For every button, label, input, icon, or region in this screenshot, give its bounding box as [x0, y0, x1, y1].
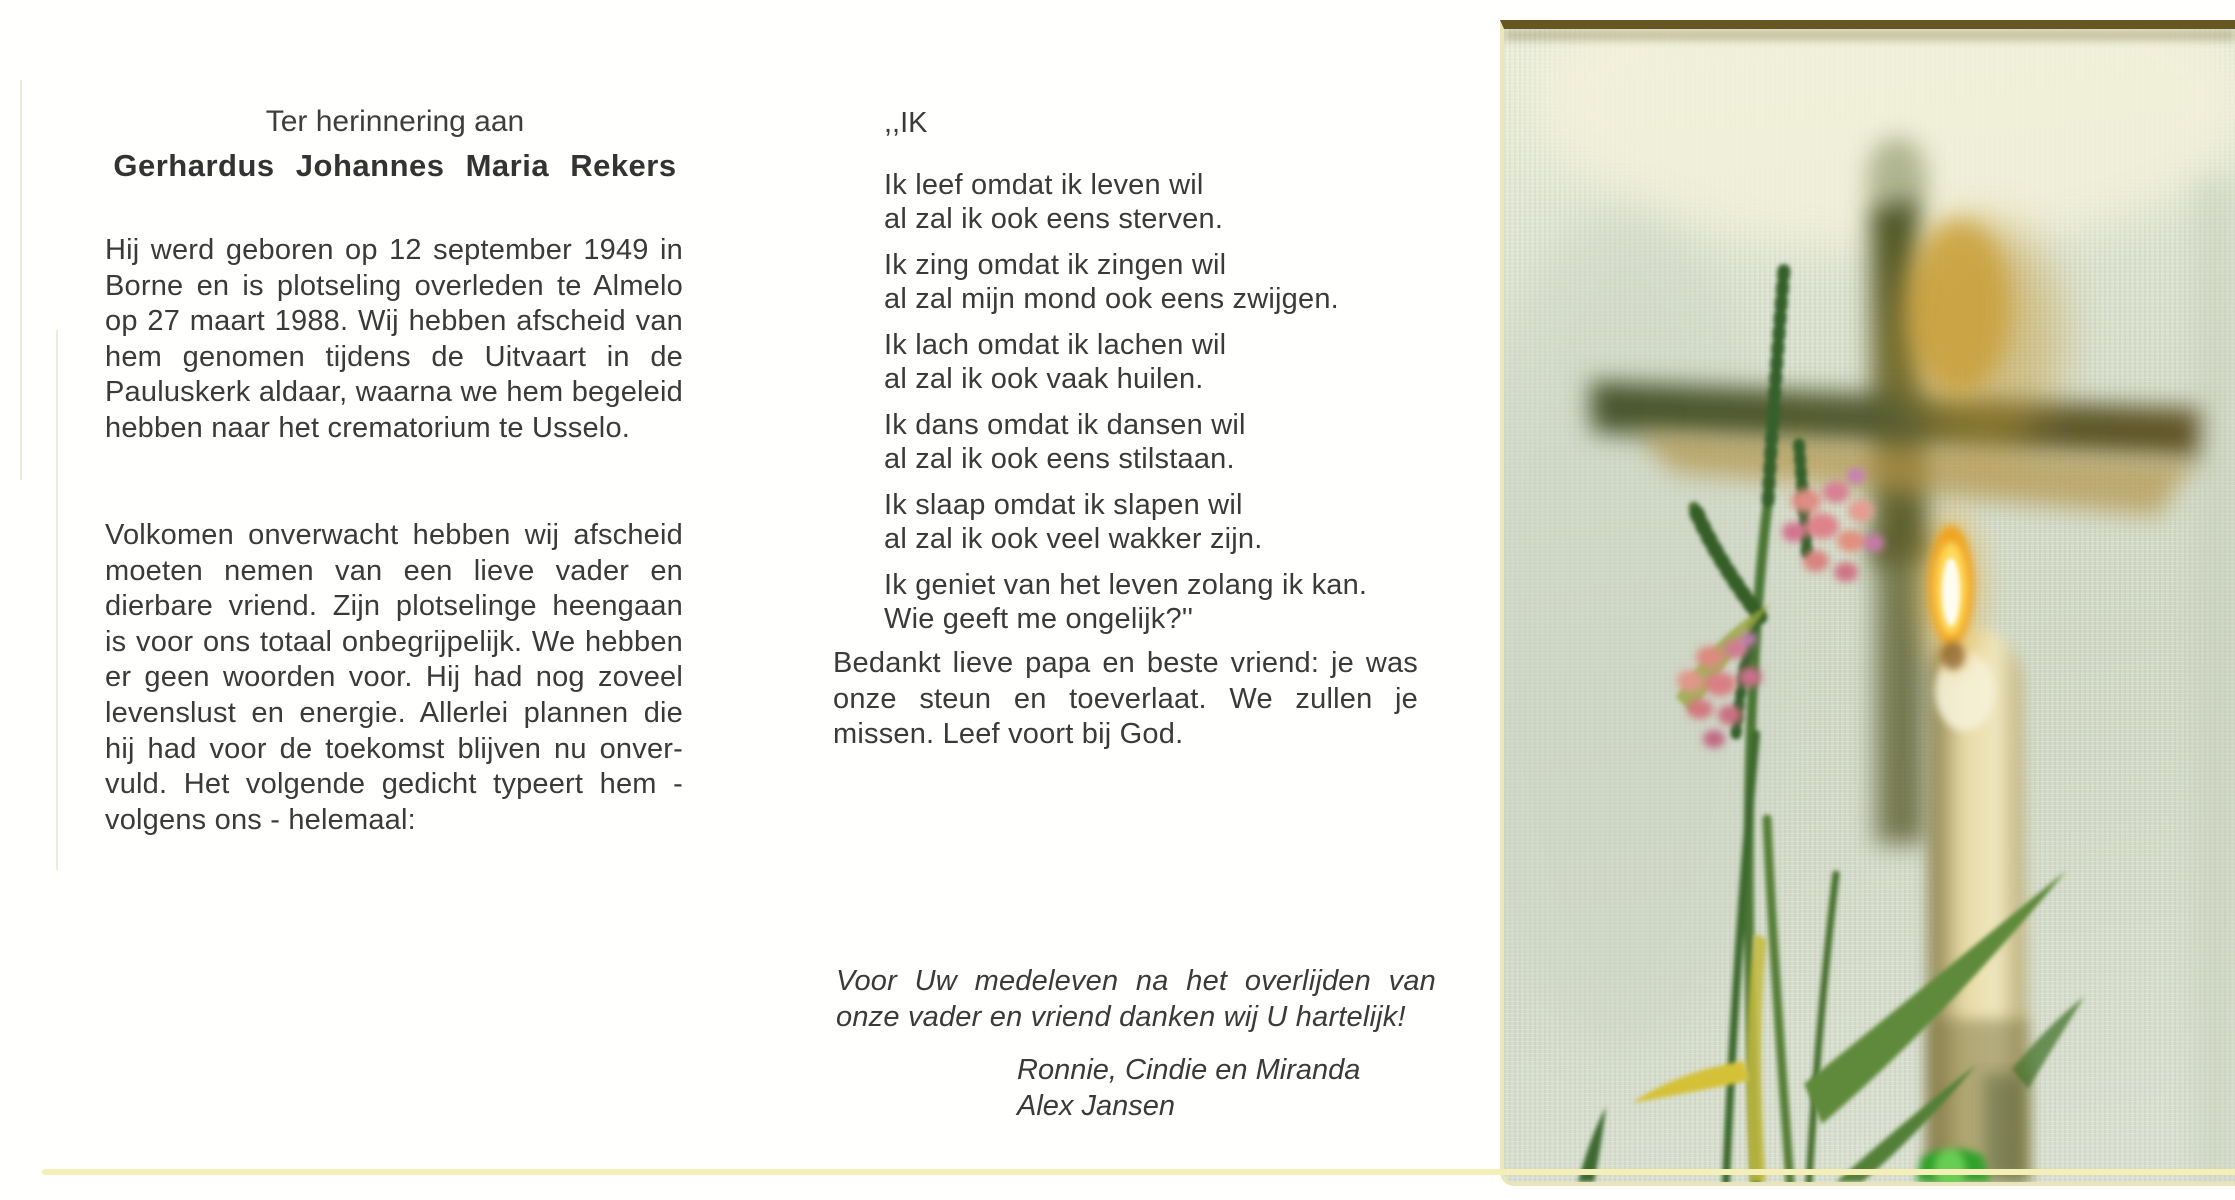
poem-line: Ik lach omdat ik lachen wil: [884, 329, 1227, 361]
poem-line: Ik slaap omdat ik slapen wil: [884, 489, 1243, 521]
poem-line: al zal ik ook eens stilstaan.: [884, 443, 1235, 475]
poem-line: al zal ik ook veel wakker zijn.: [884, 523, 1263, 555]
memorial-photo: [1500, 20, 2235, 1186]
poem-title: ,,IK: [884, 107, 928, 139]
memorial-heading: Ter herinnering aan: [265, 105, 525, 138]
poem-line: Ik leef omdat ik leven wil: [884, 169, 1204, 201]
poem: [884, 106, 1424, 636]
poem-couplet: [884, 328, 1424, 396]
acknowledgement-text: Voor Uw medeleven na het overlijden van onze vader en vriend danken wij U hartelijk!: [836, 965, 1436, 1033]
poem-couplet: [884, 408, 1424, 476]
deceased-name: Gerhardus Johannes Maria Rekers: [113, 148, 677, 183]
poem-line: al zal mijn mond ook eens zwijgen.: [884, 283, 1339, 315]
poem-line: Ik geniet van het leven zolang ik kan.: [884, 569, 1368, 601]
photo-illustration: [1504, 29, 2235, 1182]
birth-death-paragraph: Hij werd geboren op 12 september 1949 in Borne en is plotseling overleden te Almelo op 27 maart 1988. Wij hebben afscheid van hem genomen tijdens de Uitvaart in de Pauluskerk aldaar, waarna we hem begeleid hebben naar het crematorium te Usselo.: [105, 234, 683, 444]
poem-couplet: [884, 568, 1424, 636]
candle-flame: [1915, 509, 1987, 670]
card-bottom-edge: [42, 1169, 2235, 1175]
farewell-paragraph: Volkomen onverwacht hebben wij afscheid moeten nemen van een lieve vader en dierbare vriend. Zijn plotselinge heengaan is voor ons totaal onbegrijpelijk. We hebben er geen woorden voor. Hij had nog zoveel levenslust en energie. Allerlei plannen die hij had voor de toekomst blijven nu onver-vuld. Het volgende gedicht typeert hem - volgens ons - helemaal:: [105, 519, 683, 836]
signature: [1017, 1053, 1360, 1124]
poem-line: al zal ik ook eens sterven.: [884, 203, 1224, 235]
gratitude-paragraph: Bedankt lieve papa en beste vriend: je was onze steun en toeverlaat. We zullen je missen. Leef voort bij God.: [833, 647, 1418, 750]
poem-couplet: [884, 248, 1424, 316]
poem-couplet: [884, 168, 1424, 236]
signature-line: Alex Jansen: [1017, 1089, 1175, 1122]
paper-fold-line: [56, 330, 58, 870]
photo-top-shadow: [1504, 29, 2235, 41]
poem-line: Wie geeft me ongelijk?'': [884, 603, 1194, 635]
poem-couplet: [884, 488, 1424, 556]
poem-line: al zal ik ook vaak huilen.: [884, 363, 1204, 395]
poem-line: Ik zing omdat ik zingen wil: [884, 249, 1227, 281]
background-glow: [1504, 29, 2235, 1182]
paper-fold-line: [20, 80, 22, 480]
title-block: [105, 104, 685, 185]
poem-line: Ik dans omdat ik dansen wil: [884, 409, 1246, 441]
signature-line: Ronnie, Cindie en Miranda: [1017, 1054, 1361, 1086]
